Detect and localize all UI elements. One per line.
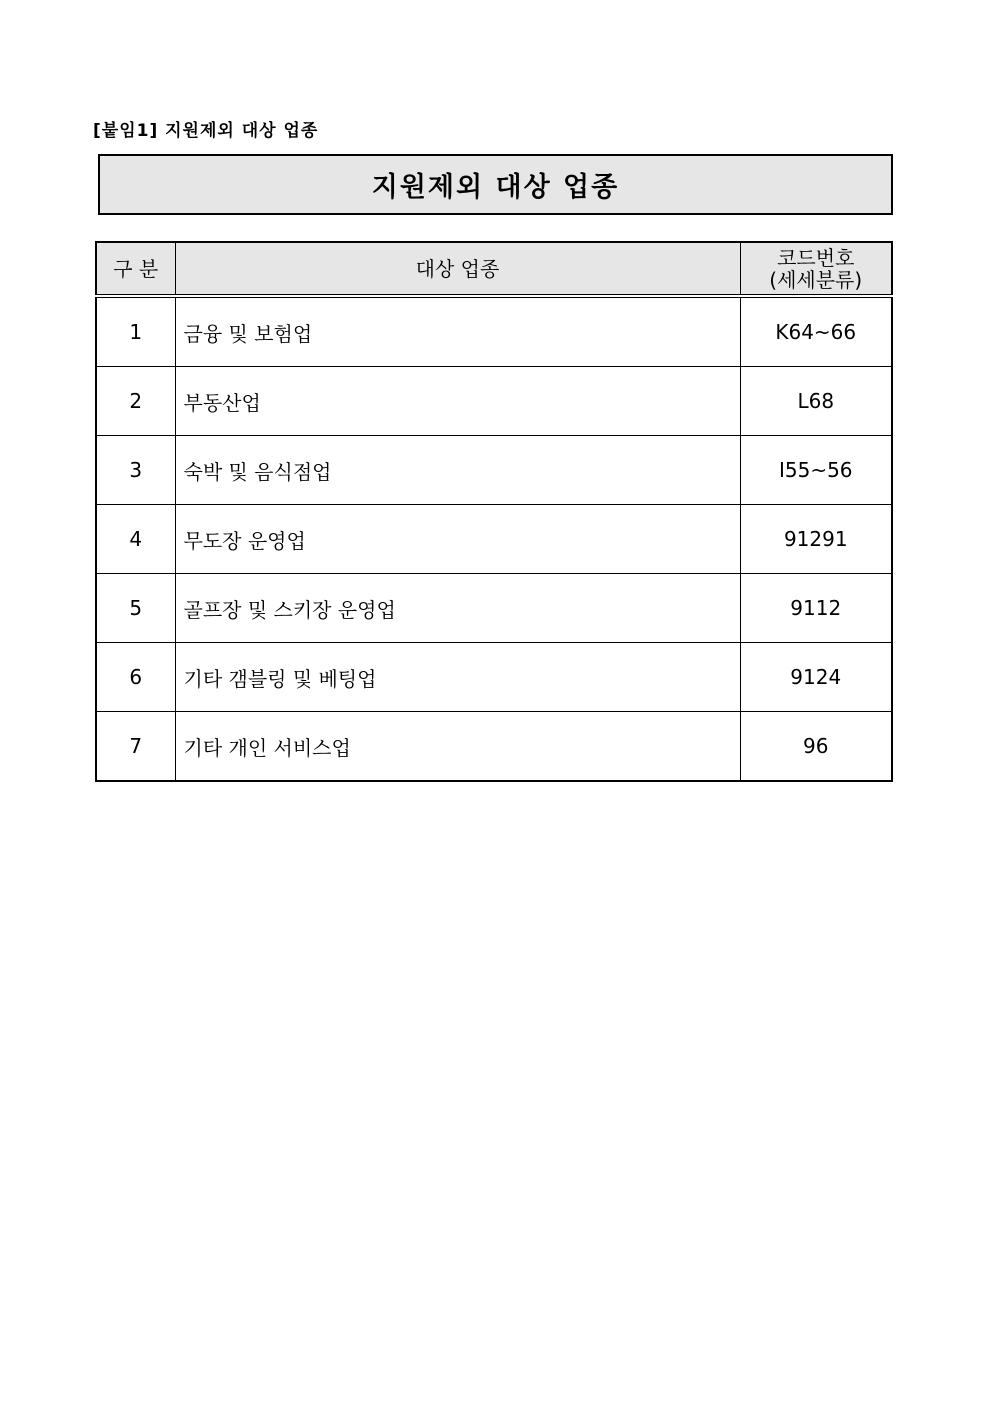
row-number: 3 [96, 436, 175, 505]
industry-name: 기타 개인 서비스업 [175, 712, 740, 782]
header-industry: 대상 업종 [175, 242, 740, 296]
row-number: 1 [96, 296, 175, 367]
industry-name: 숙박 및 음식점업 [175, 436, 740, 505]
header-code-line1: 코드번호 [777, 245, 855, 270]
row-number: 4 [96, 505, 175, 574]
industry-name: 기타 갬블링 및 베팅업 [175, 643, 740, 712]
industry-code: I55~56 [740, 436, 892, 505]
industry-code: 96 [740, 712, 892, 782]
row-number: 2 [96, 367, 175, 436]
row-number: 6 [96, 643, 175, 712]
industry-code: 9112 [740, 574, 892, 643]
document-title: 지원제외 대상 업종 [371, 172, 620, 203]
industry-name: 무도장 운영업 [175, 505, 740, 574]
row-number: 7 [96, 712, 175, 782]
table-row [96, 505, 892, 574]
header-division: 구 분 [96, 242, 175, 296]
header-code-line2: (세세분류) [769, 267, 863, 292]
table-row [96, 296, 892, 367]
table-row [96, 436, 892, 505]
industry-code: L68 [740, 367, 892, 436]
industry-name: 골프장 및 스키장 운영업 [175, 574, 740, 643]
industry-code: 9124 [740, 643, 892, 712]
excluded-industries-table [95, 241, 893, 782]
table-row [96, 712, 892, 782]
table-row [96, 367, 892, 436]
industry-name: 금융 및 보험업 [175, 296, 740, 367]
header-code [740, 242, 892, 296]
table-row [96, 643, 892, 712]
attachment-label: [붙임1] 지원제외 대상 업종 [93, 121, 319, 141]
row-number: 5 [96, 574, 175, 643]
industry-code: 91291 [740, 505, 892, 574]
industry-code: K64~66 [740, 296, 892, 367]
table-header-row [96, 242, 892, 296]
industry-name: 부동산업 [175, 367, 740, 436]
table-row [96, 574, 892, 643]
title-box [98, 154, 893, 215]
